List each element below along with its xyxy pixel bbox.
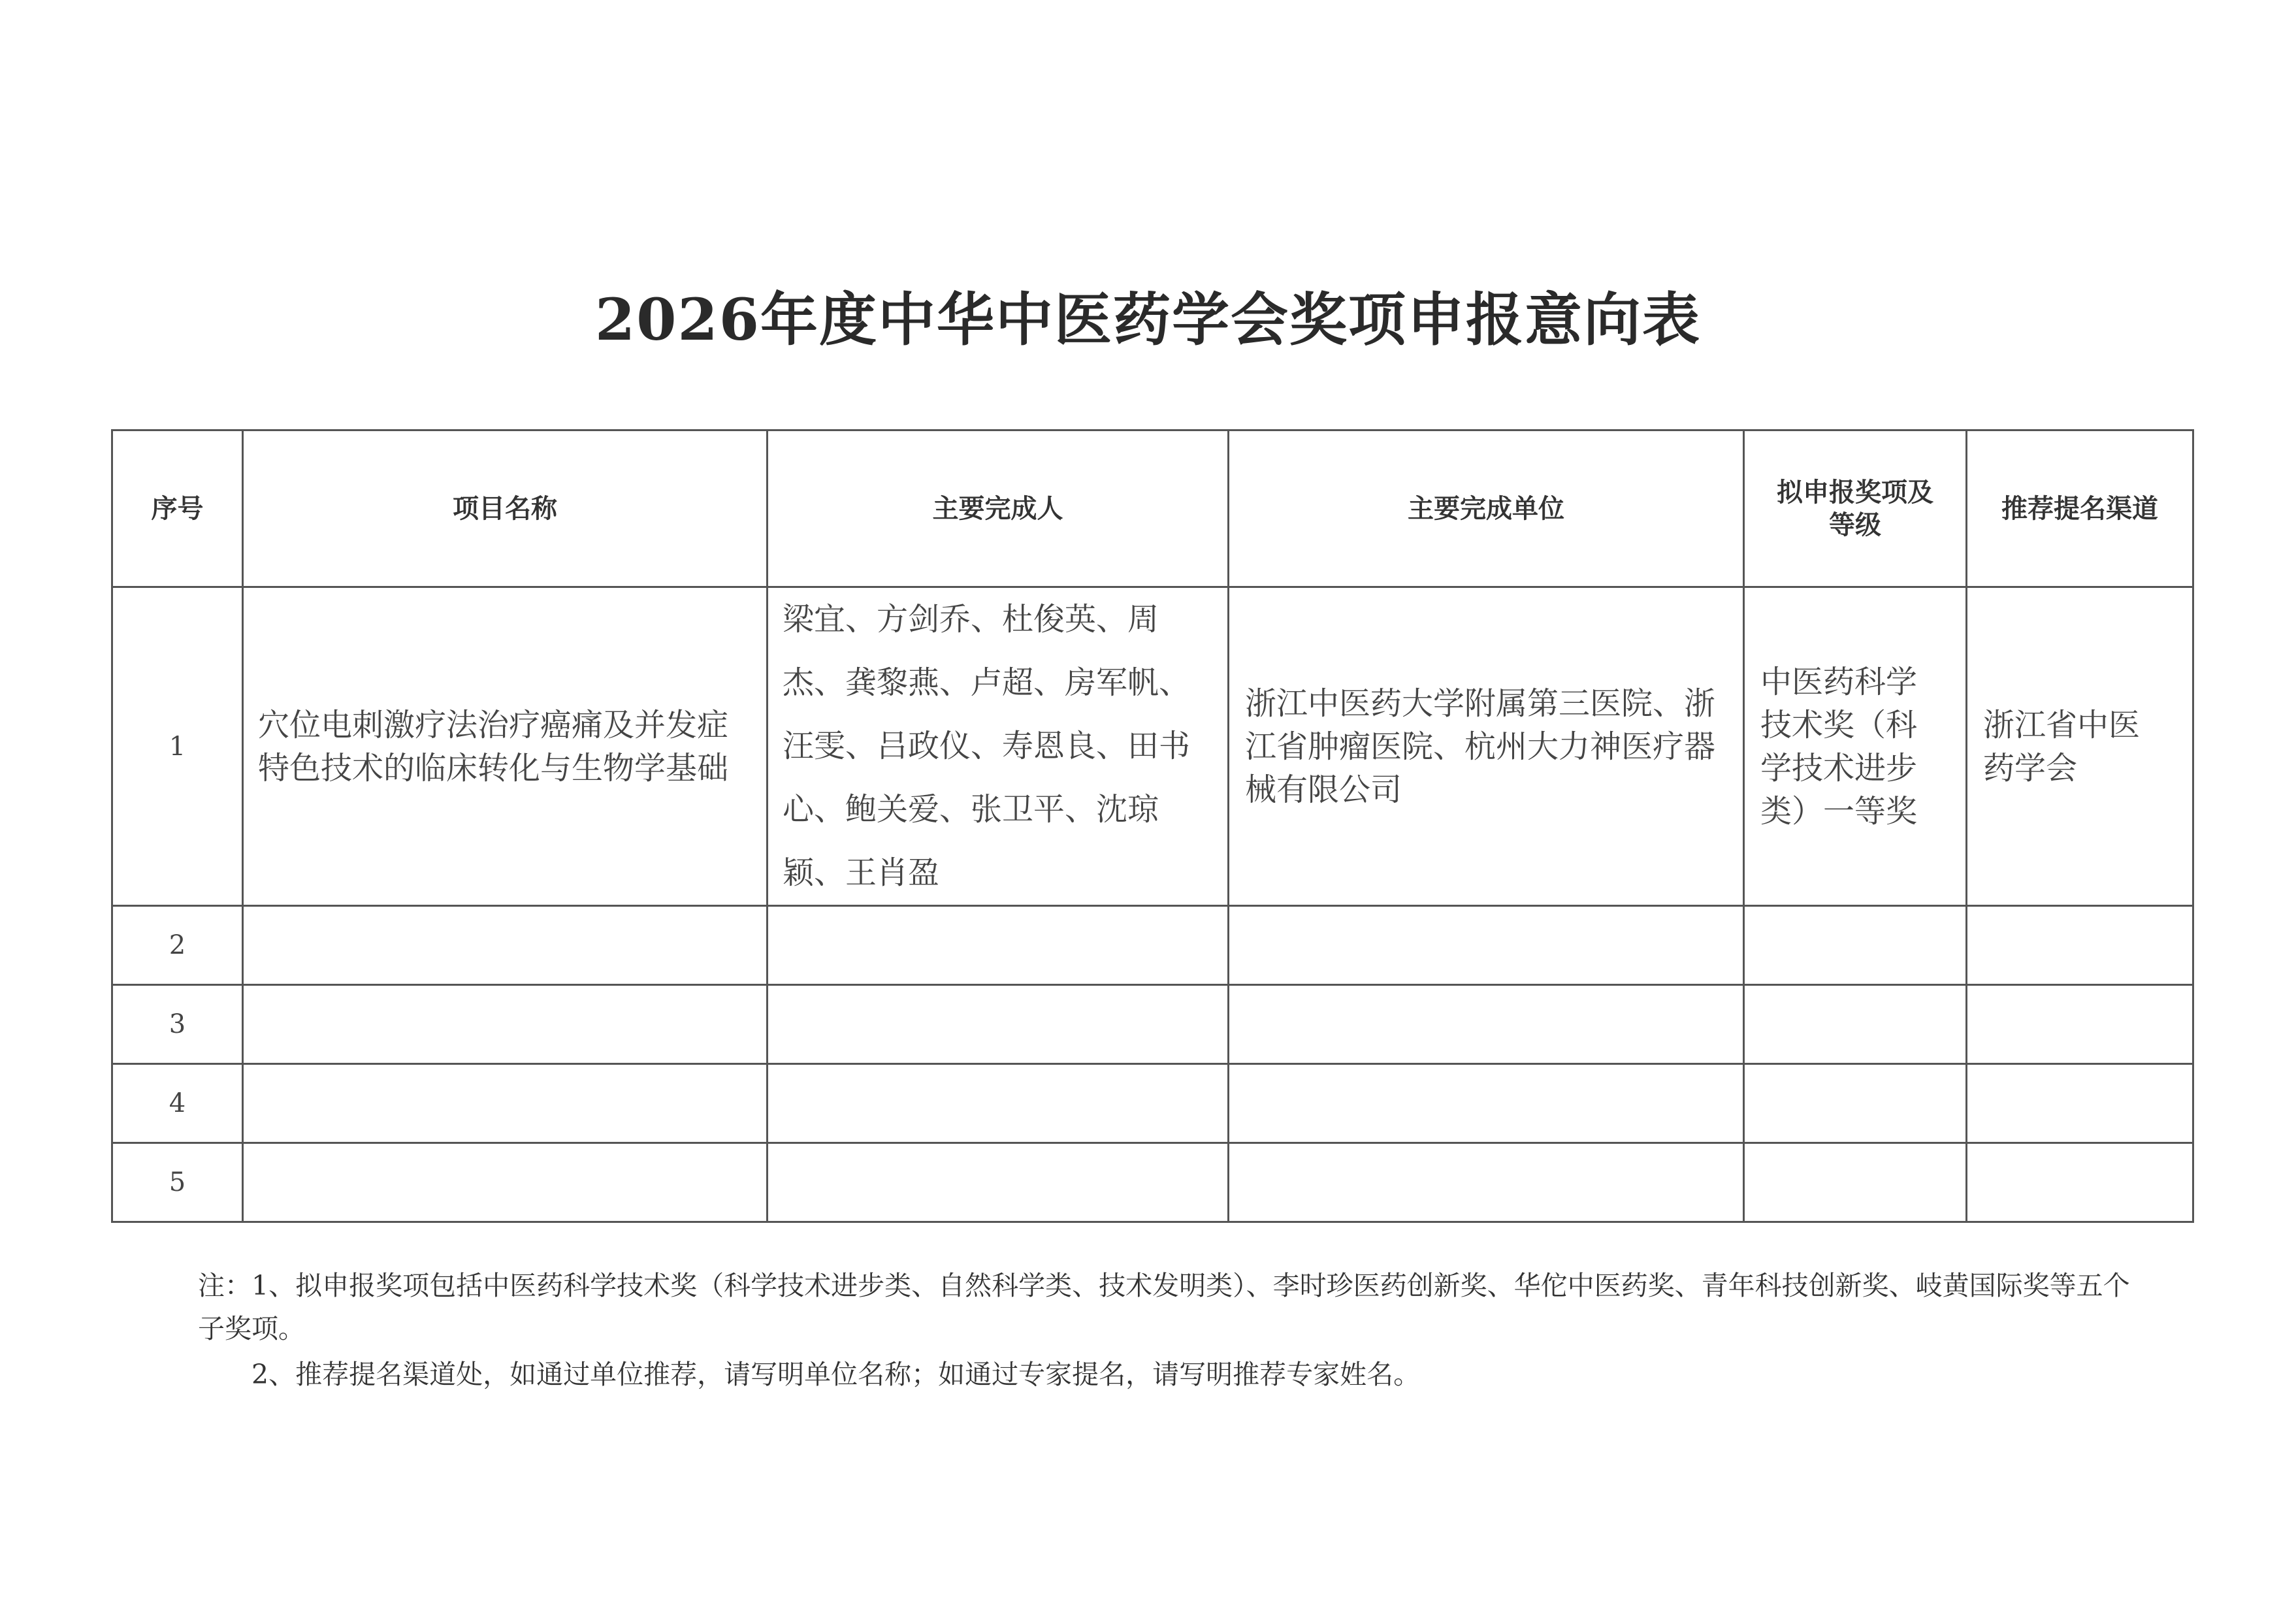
- header-persons: 主要完成人: [768, 430, 1229, 587]
- row-channel[interactable]: [1967, 1143, 2193, 1222]
- row-award: 中医药科学技术奖（科学技术进步类）一等奖: [1744, 587, 1967, 906]
- note-2: 2、推荐提名渠道处，如通过单位推荐，请写明单位名称；如通过专家提名，请写明推荐专家姓名。: [251, 1359, 1421, 1390]
- header-units: 主要完成单位: [1229, 430, 1744, 587]
- row-channel[interactable]: [1967, 906, 2193, 985]
- header-channel: 推荐提名渠道: [1967, 430, 2193, 587]
- row-no: 1: [112, 587, 243, 906]
- row-channel[interactable]: [1967, 985, 2193, 1064]
- award-intent-table: [111, 429, 2194, 1223]
- row-units[interactable]: [1229, 1143, 1744, 1222]
- row-project[interactable]: [243, 906, 768, 985]
- row-project[interactable]: [243, 1064, 768, 1143]
- row-units[interactable]: [1229, 906, 1744, 985]
- row-award[interactable]: [1744, 1064, 1967, 1143]
- notes: [198, 1264, 2131, 1396]
- row-persons[interactable]: [768, 985, 1229, 1064]
- row-units[interactable]: [1229, 1064, 1744, 1143]
- row-persons[interactable]: [768, 906, 1229, 985]
- header-no: 序号: [112, 430, 243, 587]
- row-project[interactable]: [243, 985, 768, 1064]
- table-row: [112, 985, 2193, 1064]
- row-no: 4: [112, 1064, 243, 1143]
- table-row: [112, 906, 2193, 985]
- row-persons[interactable]: [768, 1143, 1229, 1222]
- row-no: 3: [112, 985, 243, 1064]
- row-no: 2: [112, 906, 243, 985]
- row-channel[interactable]: [1967, 1064, 2193, 1143]
- note-1: 注：1、拟申报奖项包括中医药科学技术奖（科学技术进步类、自然科学类、技术发明类）、李时珍医药创新奖、华佗中医药奖、青年科技创新奖、岐黄国际奖等五个子奖项。: [198, 1270, 2130, 1344]
- row-no: 5: [112, 1143, 243, 1222]
- row-project: 穴位电刺激疗法治疗癌痛及并发症特色技术的临床转化与生物学基础: [243, 587, 768, 906]
- row-channel: 浙江省中医药学会: [1967, 587, 2193, 906]
- header-project: 项目名称: [243, 430, 768, 587]
- table-row: [112, 1143, 2193, 1222]
- row-award[interactable]: [1744, 906, 1967, 985]
- header-award-text: 拟申报奖项及等级: [1777, 476, 1933, 540]
- row-units: 浙江中医药大学附属第三医院、浙江省肿瘤医院、杭州大力神医疗器械有限公司: [1229, 587, 1744, 906]
- row-persons[interactable]: [768, 1064, 1229, 1143]
- page-title: 2026年度中华中医药学会奖项申报意向表: [595, 285, 1701, 353]
- row-award[interactable]: [1744, 985, 1967, 1064]
- row-project[interactable]: [243, 1143, 768, 1222]
- row-award[interactable]: [1744, 1143, 1967, 1222]
- header-award: [1744, 430, 1967, 587]
- table-header-row: [112, 430, 2193, 587]
- row-persons: 梁宜、方剑乔、杜俊英、周杰、龚黎燕、卢超、房军帆、汪雯、吕政仪、寿恩良、田书心、鲍关爱、张卫平、沈琼颖、王肖盈: [768, 587, 1229, 906]
- table-row: [112, 587, 2193, 906]
- row-units[interactable]: [1229, 985, 1744, 1064]
- table-row: [112, 1064, 2193, 1143]
